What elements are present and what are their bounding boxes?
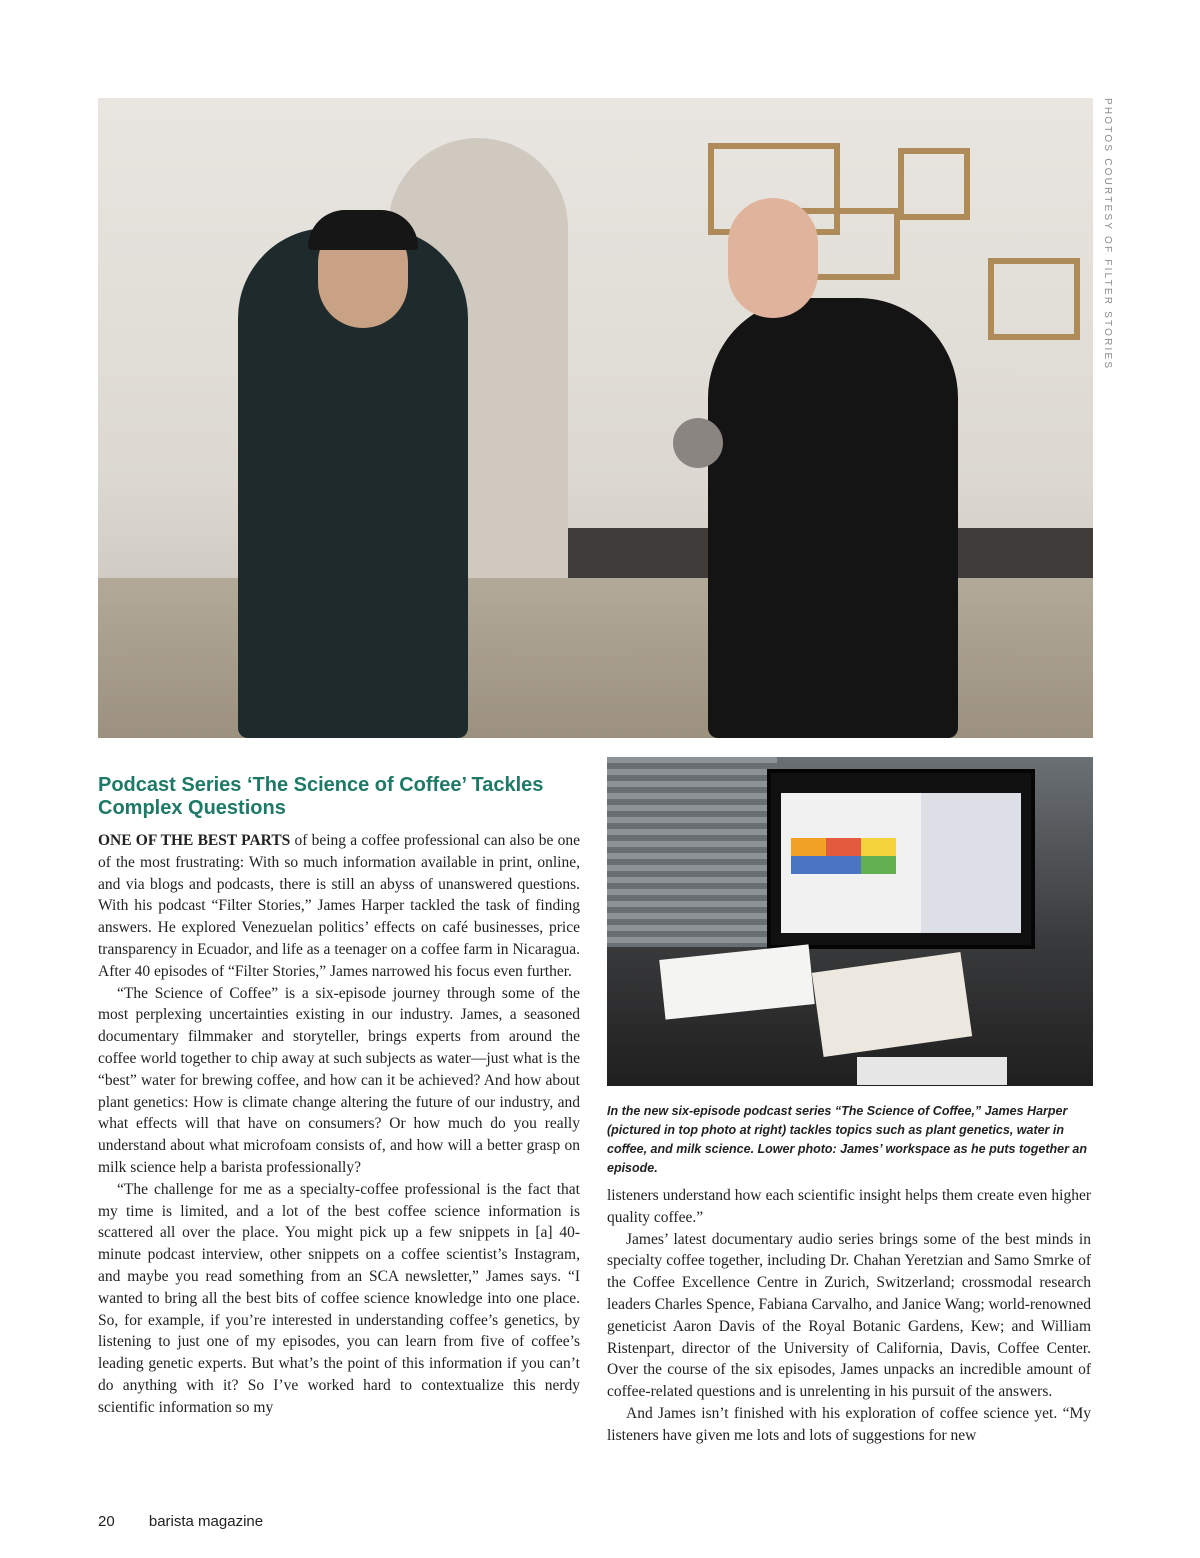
page-footer	[98, 1513, 263, 1530]
photo-shelf	[988, 258, 1080, 340]
photo-caption: In the new six-episode podcast series “The Science of Coffee,” James Harper (pictured in top photo at right) tackles topics such as plant genetics, water in coffee, and milk science. Lower photo: James’ workspace as he puts together an episode.	[607, 1104, 1088, 1175]
article-paragraph: “The Science of Coffee” is a six-episode journey through some of the most perplexing uncertainties existing in our industry. James, a seasoned documentary filmmaker and storyteller, brings experts from around the coffee world together to chip away at such subjects as water—just what is the “best” water for brewing coffee, and how can it be achieved? And how about plant genetics: How is climate change altering the future of our industry, and what effects will that have on consumers? Or how much do you really understand about what microfoam consists of, and how will a better grasp on milk science help a barista professionally?	[98, 984, 580, 1176]
article-paragraph: listeners understand how each scientific insight helps them create even higher quality coffee.”	[607, 1187, 1091, 1226]
photo-shelf	[898, 148, 970, 220]
photo-interviewer-head	[728, 198, 818, 318]
article-paragraph: And James isn’t finished with his exploration of coffee science yet. “My listeners have given me lots and lots of suggestions for new	[607, 1404, 1091, 1444]
article-paragraph	[98, 830, 580, 983]
photo-open-book	[812, 952, 972, 1057]
photo-keyboard	[857, 1057, 1007, 1085]
photo-microphone	[673, 418, 723, 468]
article-paragraph: James’ latest documentary audio series brings some of the best minds in specialty coffee together, including Dr. Chahan Yeretzian and Samo Smrke of the Coffee Excellence Centre in Zurich, Switzerland; crossmodal research leaders Charles Spence, Fabiana Carvalho, and Janice Wang; world-renowned geneticist Aaron Davis of the Royal Botanic Gardens, Kew; and William Ristenpart, director of the University of California, Davis, Coffee Center. Over the course of the six episodes, James unpacks an incredible amount of coffee-related questions and is unrelenting in his pursuit of the answers.	[607, 1230, 1091, 1401]
lead-in: ONE OF THE BEST PARTS	[98, 832, 291, 849]
top-photo-interview	[98, 98, 1093, 738]
article-left-column	[98, 830, 580, 1419]
article-right-column	[607, 1185, 1091, 1447]
photo-monitor	[767, 769, 1035, 949]
photo-monitor-screen	[781, 793, 1021, 933]
photo-credit: PHOTOS COURTESY OF FILTER STORIES	[1102, 98, 1113, 371]
magazine-name: barista magazine	[148, 1513, 264, 1530]
page-number: 20	[98, 1513, 115, 1530]
bottom-photo-workspace	[607, 757, 1093, 1086]
paragraph-text: of being a coffee professional can also be one of the most frustrating: With so much information available in print, online, and via blogs and podcasts, there is still an abyss of unanswered questions. With his podcast “Filter Stories,” James Harper tackled the task of finding answers. He explored Venezuelan politics’ effects on café businesses, price transparency in Ecuador, and life as a teenager on a coffee farm in Nicaragua. After 40 episodes of “Filter Stories,” James narrowed his focus even further.	[98, 832, 581, 980]
photo-interviewer	[708, 298, 958, 738]
photo-notes-paper	[659, 944, 814, 1019]
photo-window-blinds	[607, 757, 777, 947]
photo-interviewee-cap	[308, 210, 418, 250]
article-paragraph: “The challenge for me as a specialty-coffee professional is the fact that my time is limited, and a lot of the best coffee science information is scattered all over the place. You might pick up a few snippets in [a] 40-minute podcast interview, other snippets on a coffee scientist’s Instagram, and maybe you read something from an SCA newsletter,” James says. “I wanted to bring all the best bits of coffee science knowledge into one place. So, for example, if you’re interested in understanding coffee’s genetics, by listening to just one of my episodes, you can learn from five of coffee’s leading genetic experts. But what’s the point of this information if you can’t do anything with it? So I’ve worked hard to contextualize this nerdy scientific information so my	[98, 1180, 580, 1416]
article-headline: Podcast Series ‘The Science of Coffee’ Tackles Complex Questions	[98, 774, 544, 819]
